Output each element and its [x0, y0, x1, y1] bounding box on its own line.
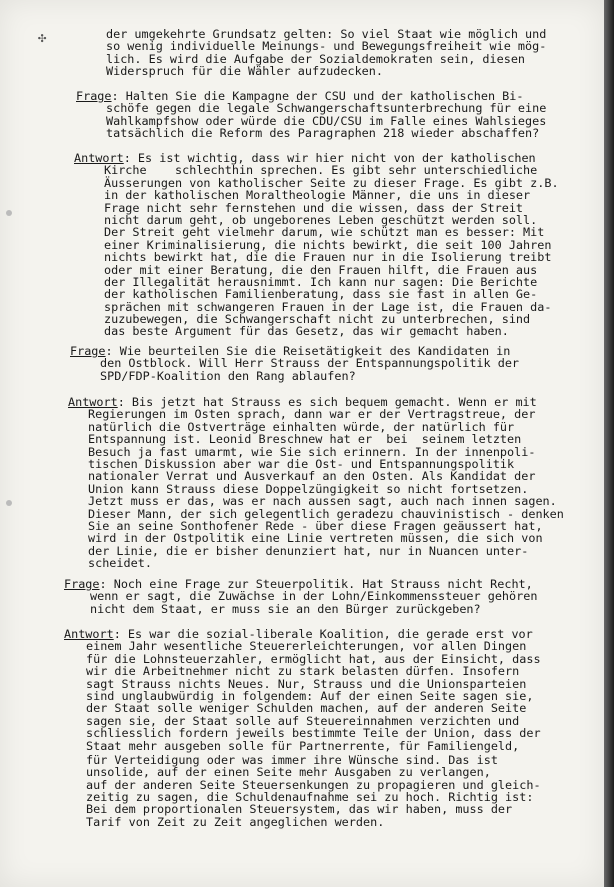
text-line: nicht darum geht, ob ungeborenes Leben geschützt werden soll.: [104, 212, 538, 227]
margin-speck: [6, 210, 12, 216]
text-line: einem Jahr wesentliche Steuererleichterungen, vor allen Dingen: [86, 639, 527, 654]
text-line: Jetzt muss er das, was er nach aussen sagt, auch nach innen sagen.: [88, 494, 557, 509]
text-line: auf der anderen Seite Steuersenkungen zu propagieren und gleich-: [86, 777, 541, 792]
text-line: der katholischen Familienberatung, dass sie fast in allen Ge-: [104, 287, 538, 302]
margin-speck: [6, 500, 12, 506]
text-line: wird in der Ostpolitik eine Linie vertreten müssen, die sich von: [88, 531, 543, 546]
text-line: das beste Argument für das Gesetz, das wir gemacht haben.: [104, 324, 509, 339]
text-line: Wahlkampfshow oder würde die CDU/CSU im Falle eines Wahlsieges: [106, 113, 547, 128]
text-line: Bei dem proportionalen Steuersystem, das wir haben, muss der: [86, 802, 513, 817]
text-line: natürlich die Ostverträge einhalten würde, der natürlich für: [88, 419, 515, 434]
text-line: scheidet.: [88, 556, 152, 571]
text-line: : Bis jetzt hat Strauss es sich bequem gemacht. Wenn er mit: [117, 395, 537, 409]
text-line: Entspannung ist. Leonid Breschnew hat er bei seinem letzten: [88, 432, 522, 447]
text-line: SPD/FDP-Koalition den Rang ablaufen?: [100, 368, 356, 383]
question-label: Frage: [70, 344, 106, 358]
text-line: nichts bewirkt hat, die die Frauen nur in die Isolierung treibt: [104, 250, 552, 265]
text-line: in der katholischen Moraltheologie Männer, die uns in dieser: [104, 188, 531, 203]
text-line: Besuch ja fast umarmt, wie Sie sich erinnern. In der innenpoli-: [88, 444, 536, 459]
text-line: sprächen mit schwangeren Frauen in der Lage ist, die Frauen da-: [104, 299, 552, 314]
answer-3: [64, 628, 574, 828]
text-line: für die Lohnsteuerzahler, ermöglicht hat, aus der Einsicht, dass: [86, 651, 541, 666]
question-label: Frage: [76, 89, 112, 103]
text-line: : Noch eine Frage zur Steuerpolitik. Hat Strauss nicht Recht,: [99, 577, 533, 591]
text-line: : Es ist wichtig, dass wir hier nicht von der katholischen: [123, 151, 536, 165]
punch-mark-icon: ✣: [38, 30, 47, 46]
text-line: Widerspruch für die Wähler aufzudecken.: [106, 64, 383, 79]
text-line: : Halten Sie die Kampagne der CSU und der katholischen Bi-: [111, 89, 524, 103]
text-line: wenn er sagt, die Zuwächse in der Lohn/Einkommenssteuer gehören: [90, 589, 538, 604]
text-line: Tarif von Zeit zu Zeit angeglichen werden.: [86, 814, 385, 829]
text-line: : Es war die sozial-liberale Koalition, die gerade erst vor: [113, 627, 533, 641]
question-1: [76, 90, 556, 140]
answer-2: [68, 396, 568, 569]
text-line: einer Kriminalisierung, die nichts bewirkt, die seit 100 Jahren: [104, 237, 552, 252]
text-line: nationaler Verrat und Ausverkauf an den Osten. Als Kandidat der: [88, 469, 536, 484]
question-label: Frage: [64, 577, 100, 591]
text-line: Frage nicht sehr fernstehen und die wissen, dass der Streit: [104, 200, 524, 215]
text-line: der Staat solle weniger Schulden machen, auf der anderen Seite: [86, 701, 527, 716]
text-line: den Ostblock. Will Herr Strauss der Entspannungspolitik der: [100, 356, 520, 371]
scan-edge-shadow: [604, 0, 614, 887]
answer-label: Antwort: [64, 627, 114, 641]
text-line: Kirche schlechthin sprechen. Es gibt sehr unterschiedliche: [104, 163, 538, 178]
question-3: [64, 578, 564, 615]
text-line: schliesslich fordern jeweils bestimmte Teile der Union, dass der: [86, 726, 541, 741]
text-line: sind unglaubwürdig in folgendem: Auf der einen Seite sagen sie,: [86, 688, 534, 703]
question-2: [70, 345, 560, 382]
text-line: schöfe gegen die legale Schwangerschaftsunterbrechung für eine: [106, 101, 547, 116]
text-line: Dieser Mann, der sich gelegentlich geradezu chauvinistisch - denken: [88, 506, 564, 521]
answer-label: Antwort: [74, 151, 124, 165]
text-line: lich. Es wird die Aufgabe der Sozialdemokraten sein, diesen: [106, 51, 526, 66]
answer-1: [74, 152, 564, 338]
text-line: Regierungen im Osten sprach, dann war er der Vertragstreue, der: [88, 407, 536, 422]
text-line: sagt Strauss nichts Neues. Nur, Strauss und die Unionsparteien: [86, 676, 527, 691]
text-line: Der Streit geht vielmehr darum, wie schützt man es besser: Mit: [104, 225, 545, 240]
text-line: : Wie beurteilen Sie die Reisetätigkeit des Kandidaten in: [105, 344, 511, 358]
text-line: tischen Diskussion aber war die Ost- und Entspannungspolitik: [88, 456, 515, 471]
text-line: oder mit einer Beratung, die den Frauen hilft, die Frauen aus: [104, 262, 538, 277]
text-line: tatsächlich die Reform des Paragraphen 218 wieder abschaffen?: [106, 126, 540, 141]
text-line: nicht dem Staat, er muss sie an den Bürger zurückgeben?: [90, 601, 481, 616]
text-line: Sie an seine Sonthofener Rede - über diese Fragen geäussert hat,: [88, 518, 543, 533]
text-line: Staat mehr ausgeben solle für Partnerrente, für Familiengeld,: [86, 738, 520, 753]
text-line: Union kann Strauss diese Doppelzüngigkeit so nicht fortsetzen.: [88, 481, 529, 496]
text-line: so wenig individuelle Meinungs- und Bewegungsfreiheit wie mög-: [106, 39, 547, 54]
text-line: der umgekehrte Grundsatz gelten: So viel Staat wie möglich und: [106, 27, 547, 41]
text-line: sagen sie, der Staat solle auf Steuereinnahmen verzichten und: [86, 713, 520, 728]
answer-label: Antwort: [68, 395, 118, 409]
text-line: unsolide, auf der einen Seite mehr Ausgaben zu verlangen,: [86, 765, 491, 780]
text-line: der Linie, die er bisher denunziert hat, nur in Nuancen unter-: [88, 543, 529, 558]
text-line: der Illegalität herausnimmt. Ich kann nur sagen: Die Berichte: [104, 274, 538, 289]
text-line: für Verteidigung oder was immer ihre Wünsche sind. Das ist: [86, 752, 498, 767]
intro-paragraph: [106, 28, 546, 78]
text-line: Äusserungen von katholischer Seite zu dieser Frage. Es gibt z.B.: [104, 175, 559, 190]
text-line: zuzubewegen, die Schwangerschaft nicht zu unterbrechen, sind: [104, 312, 531, 327]
text-line: zeitig zu sagen, die Schuldenaufnahme sei zu hoch. Richtig ist:: [86, 790, 534, 805]
text-line: wir die Arbeitnehmer nicht zu stark belasten dürfen. Insofern: [86, 664, 520, 679]
